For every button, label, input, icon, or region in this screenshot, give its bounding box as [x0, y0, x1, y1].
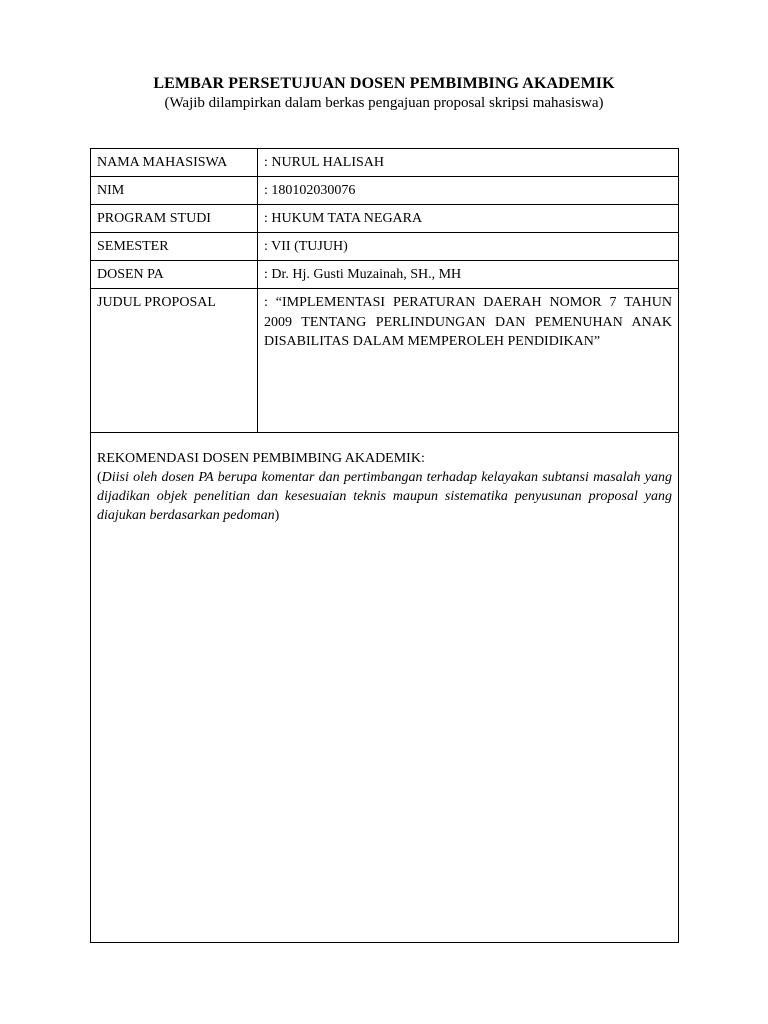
- recommendation-box: [91, 433, 679, 943]
- document-header: [0, 74, 768, 113]
- field-value-semester: : VII (TUJUH): [258, 233, 679, 261]
- table-row-recommendation: [91, 433, 679, 943]
- field-value-judul: : “IMPLEMENTASI PERATURAN DAERAH NOMOR 7 TAHUN 2009 TENTANG PERLINDUNGAN DAN PEMENUHAN ANAK DISABILITAS DALAM MEMPEROLEH PENDIDIKAN”: [258, 289, 679, 433]
- table-row-dosen: [91, 261, 679, 289]
- field-value-nim: : 180102030076: [258, 177, 679, 205]
- instructions-open-paren: (: [97, 470, 102, 485]
- document-title: LEMBAR PERSETUJUAN DOSEN PEMBIMBING AKADEMIK: [153, 75, 615, 92]
- document-subtitle: (Wajib dilampirkan dalam berkas pengajuan proposal skripsi mahasiswa): [164, 95, 604, 111]
- field-value-prodi: : HUKUM TATA NEGARA: [258, 205, 679, 233]
- field-value-dosen: : Dr. Hj. Gusti Muzainah, SH., MH: [258, 261, 679, 289]
- field-label-nim: NIM: [91, 177, 258, 205]
- instructions-text: Diisi oleh dosen PA berupa komentar dan pertimbangan terhadap kelayakan subtansi masalah yang dijadikan objek penelitian dan kesesuaian teknis maupun sistematika penyusunan proposal yang diajukan berdasarkan pedoman: [97, 470, 672, 523]
- recommendation-instructions: [97, 468, 672, 525]
- table-row-nim: [91, 177, 679, 205]
- field-label-semester: SEMESTER: [91, 233, 258, 261]
- recommendation-heading: REKOMENDASI DOSEN PEMBIMBING AKADEMIK:: [97, 451, 425, 466]
- table-row-judul: [91, 289, 679, 433]
- field-value-nama: : NURUL HALISAH: [258, 149, 679, 177]
- table-row-nama: [91, 149, 679, 177]
- field-label-dosen: DOSEN PA: [91, 261, 258, 289]
- instructions-close-paren: ): [274, 508, 280, 523]
- table-row-prodi: [91, 205, 679, 233]
- approval-form-table: [90, 148, 679, 943]
- field-label-nama: NAMA MAHASISWA: [91, 149, 258, 177]
- field-label-judul: JUDUL PROPOSAL: [91, 289, 258, 433]
- field-label-prodi: PROGRAM STUDI: [91, 205, 258, 233]
- table-row-semester: [91, 233, 679, 261]
